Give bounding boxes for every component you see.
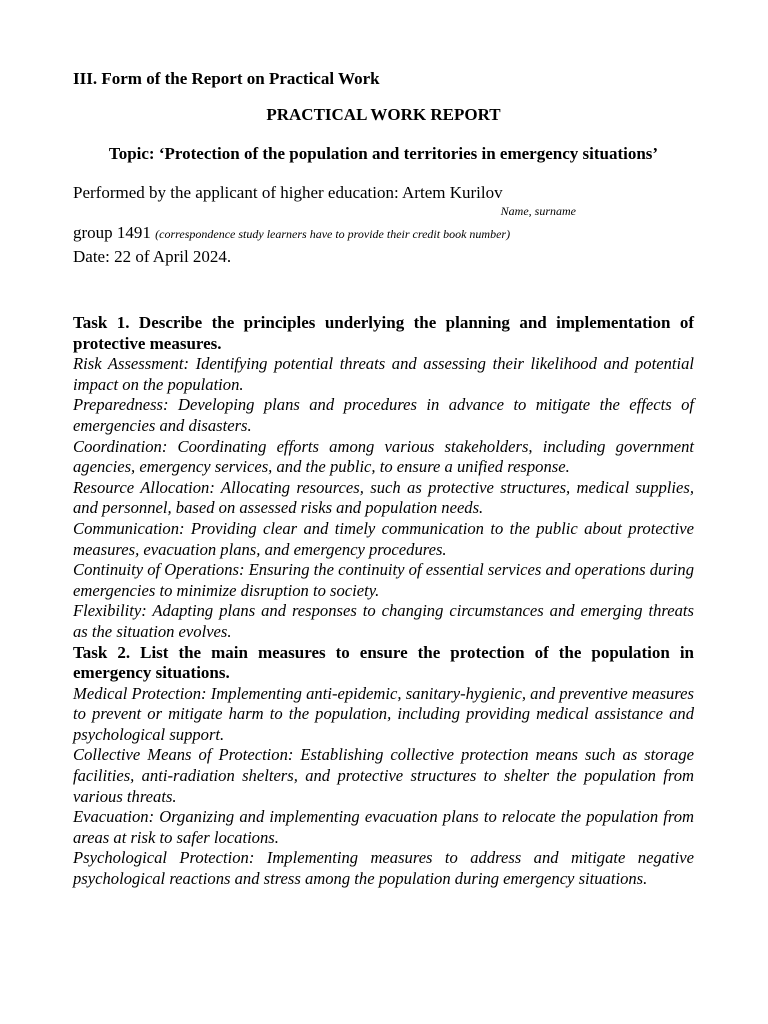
task2-item: Psychological Protection: Implementing measures to address and mitigate negative psychological reactions and stress among the population during emergency situations. [73,848,694,889]
name-caption: Name, surname [500,204,576,218]
task1-item: Resource Allocation: Allocating resources, such as protective structures, medical supplies, and personnel, based on assessed risks and population needs. [73,477,694,518]
task2-item: Collective Means of Protection: Establishing collective protection means such as storage facilities, anti-radiation shelters, and protective structures to shelter the population from various threats. [73,745,694,806]
group-note: (correspondence study learners have to provide their credit book number) [155,227,511,241]
task1-item: Flexibility: Adapting plans and responses to changing circumstances and emerging threats as the situation evolves. [73,601,694,641]
task1-heading: Task 1. Describe the principles underlying the planning and implementation of protective measures. [73,313,694,353]
task2-heading: Task 2. List the main measures to ensure the protection of the population in emergency situations. [73,642,694,683]
document-content [73,67,694,890]
performed-by-line: Performed by the applicant of higher education: Artem Kurilov [73,183,503,202]
report-title: PRACTICAL WORK REPORT [266,105,501,124]
group-line [73,222,694,245]
date-line: Date: 22 of April 2024. [73,247,232,266]
report-topic: Topic: ‘Protection of the population and territories in emergency situations’ [108,144,659,163]
task2-item: Evacuation: Organizing and implementing evacuation plans to relocate the population from areas at risk to safer locations. [73,807,694,847]
task1-item: Coordination: Coordinating efforts among various stakeholders, including government agencies, emergency services, and the public, to ensure a unified response. [73,436,694,477]
task1-item: Communication: Providing clear and timely communication to the public about protective measures, evacuation plans, and emergency procedures. [73,518,694,559]
task2-item: Medical Protection: Implementing anti-epidemic, sanitary-hygienic, and preventive measures to prevent or mitigate harm to the population, including providing medical assistance and psychological support. [73,683,694,744]
task1-item: Risk Assessment: Identifying potential threats and assessing their likelihood and potential impact on the population. [73,354,694,394]
task1-item: Continuity of Operations: Ensuring the continuity of essential services and operations during emergencies to minimize disruption to society. [73,560,694,600]
group-number: group 1491 [73,223,151,242]
section-heading: III. Form of the Report on Practical Work [73,69,380,88]
task1-item: Preparedness: Developing plans and procedures in advance to mitigate the effects of emergencies and disasters. [73,395,694,435]
